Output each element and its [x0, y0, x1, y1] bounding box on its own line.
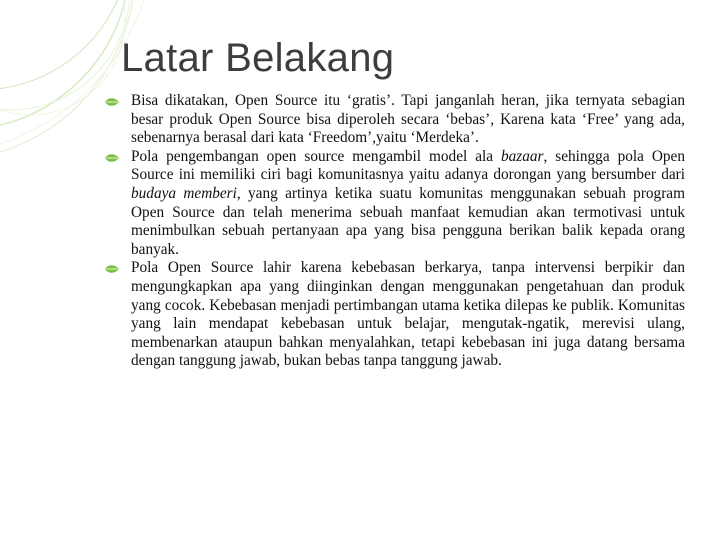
slide-title: Latar Belakang: [121, 36, 395, 80]
bullet-text-1: Bisa dikatakan, Open Source itu ‘gratis’. Tapi janganlah heran, jika ternyata sebagian besar produk Open Source bisa diperoleh secara ‘bebas’, Karena kata ‘Free’ yang ada, sebenarnya berasal dari kata ‘Freedom’,yaitu ‘Merdeka’.: [131, 92, 685, 147]
leaf-bullet-icon: [104, 153, 120, 163]
leaf-bullet-icon: [104, 97, 120, 107]
bullet-item-1: [104, 92, 685, 148]
bullet-item-3: [104, 259, 685, 371]
bullet-text-2a: Pola pengembangan open source mengambil model ala: [131, 147, 501, 165]
bullet-text-2-budaya-memberi: budaya memberi: [131, 184, 237, 202]
bullet-text-3: Pola Open Source lahir karena kebebasan berkarya, tanpa intervensi berpikir dan mengungkapkan apa yang diinginkan dengan menggunakan pengetahuan dan produk yang cocok. Kebebasan menjadi pertimbangan utama ketika dilepas ke publik. Komunitas yang lain mendapat kebebasan untuk belajar, mengutak-ngatik, merevisi ulang, membenarkan ataupun bahkan menyalahkan, tetapi kebebasan ini juga datang bersama dengan tanggung jawab, bukan bebas tanpa tanggung jawab.: [131, 259, 685, 370]
bullet-text-2c: , yang artinya ketika suatu komunitas menggunakan sebuah program Open Source dan telah menerima sebuah manfaat kemudian akan termotivasi untuk menimbulkan sebuah pertanyaan apa yang bisa pengguna berikan balik kepada orang banyak.: [131, 184, 685, 258]
bullet-list: [104, 92, 685, 371]
bullet-item-2: [104, 148, 685, 260]
bullet-text-2b: , sehingga pola Open Source ini memiliki ciri bagi komunitasnya yaitu adanya dorongan yang bersumber dari: [131, 147, 685, 184]
bullet-text-2-bazaar: bazaar: [500, 147, 544, 165]
leaf-bullet-icon: [104, 264, 120, 274]
